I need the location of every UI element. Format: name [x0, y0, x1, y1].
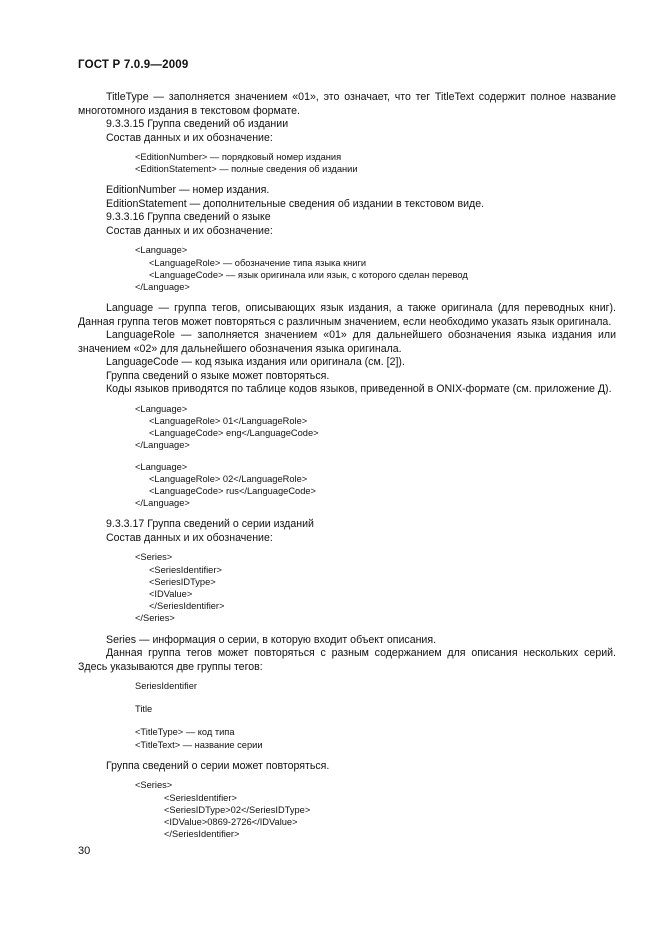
code-line: <Language>: [135, 461, 188, 472]
code-line: </SeriesIdentifier>: [164, 829, 240, 840]
code-line: <EditionStatement> — полные сведения об издании: [135, 164, 358, 175]
section-heading-9-3-3-16: 9.3.3.16 Группа сведений о языке: [106, 211, 271, 224]
page-content: [78, 91, 616, 840]
paragraph-language-codes-note: Коды языков приводятся по таблице кодов языков, приведенной в ONIX-формате (см. приложение Д).: [106, 383, 612, 396]
paragraph-language: Language — группа тегов, описывающих язык издания, а также оригинала (для переводных книг). Данная группа тегов может повторяться с различным значением, если необходимо указать язык оригинала.: [78, 302, 616, 328]
paragraph-language-code: LanguageCode — код языка издания или оригинала (см. [2]).: [106, 356, 405, 369]
section-heading-9-3-3-17: 9.3.3.17 Группа сведений о серии изданий: [106, 518, 314, 531]
code-line: <LanguageRole> — обозначение типа языка книги: [149, 257, 367, 268]
code-line: <SeriesIDType>02</SeriesIDType>: [164, 804, 311, 815]
composition-label: Состав данных и их обозначение:: [106, 531, 273, 544]
code-line: </Language>: [135, 282, 190, 293]
code-line: </Series>: [135, 613, 175, 624]
code-line: <LanguageRole> 01</LanguageRole>: [149, 415, 308, 426]
code-line: <TitleType> — код типа: [135, 727, 235, 738]
code-line: <SeriesIdentifier>: [164, 792, 237, 803]
code-line: <LanguageCode> eng</LanguageCode>: [149, 428, 319, 439]
code-line: <Language>: [135, 403, 188, 414]
code-line: <IDValue>: [149, 588, 193, 599]
paragraph-title-type: TitleType — заполняется значением «01», это означает, что тег TitleText содержит полное название многотомного издания в текстовом формате.: [78, 91, 616, 117]
paragraph-series-groups: Данная группа тегов может повторяться с разным содержанием для описания нескольких серий. Здесь указываются две группы тегов:: [78, 647, 616, 673]
code-line: <EditionNumber> — порядковый номер издания: [135, 152, 342, 162]
composition-label: Состав данных и их обозначение:: [106, 131, 273, 144]
code-line: <IDValue>0869-2726</IDValue>: [164, 816, 298, 827]
code-line: Title: [135, 704, 153, 715]
code-line: <LanguageCode> — язык оригинала или язык, с которого сделан перевод: [149, 269, 468, 280]
paragraph-series: Series — информация о серии, в которую входит объект описания.: [106, 633, 437, 646]
paragraph-language-repeat: Группа сведений о языке может повторяться.: [106, 369, 330, 382]
code-line: </Language>: [135, 498, 190, 509]
code-line: <Series>: [135, 552, 173, 563]
code-line: SeriesIdentifier: [135, 681, 198, 692]
composition-label: Состав данных и их обозначение:: [106, 224, 273, 237]
paragraph-series-repeat: Группа сведений о серии может повторяться.: [106, 759, 330, 772]
code-line: <SeriesIDType>: [149, 576, 216, 587]
paragraph-edition-number: EditionNumber — номер издания.: [106, 184, 270, 197]
code-line: <LanguageRole> 02</LanguageRole>: [149, 473, 308, 484]
page-number: 30: [78, 845, 91, 857]
paragraph-edition-statement: EditionStatement — дополнительные сведения об издании в текстовом виде.: [106, 197, 485, 210]
code-line: <LanguageCode> rus</LanguageCode>: [149, 485, 316, 496]
code-line: <Series>: [135, 780, 173, 791]
paragraph-language-role: LanguageRole — заполняется значением «01» для дальнейшего обозначения языка издания или значением «02» для дальнейшего обозначения языка оригинала.: [78, 329, 616, 355]
code-line: <TitleText> — название серии: [135, 739, 263, 750]
code-line: </SeriesIdentifier>: [149, 601, 225, 612]
code-line: <SeriesIdentifier>: [149, 564, 222, 575]
code-line: <Language>: [135, 245, 188, 256]
code-line: </Language>: [135, 440, 190, 451]
section-heading-9-3-3-15: 9.3.3.15 Группа сведений об издании: [106, 118, 289, 130]
document-header: ГОСТ Р 7.0.9—2009: [78, 59, 189, 71]
